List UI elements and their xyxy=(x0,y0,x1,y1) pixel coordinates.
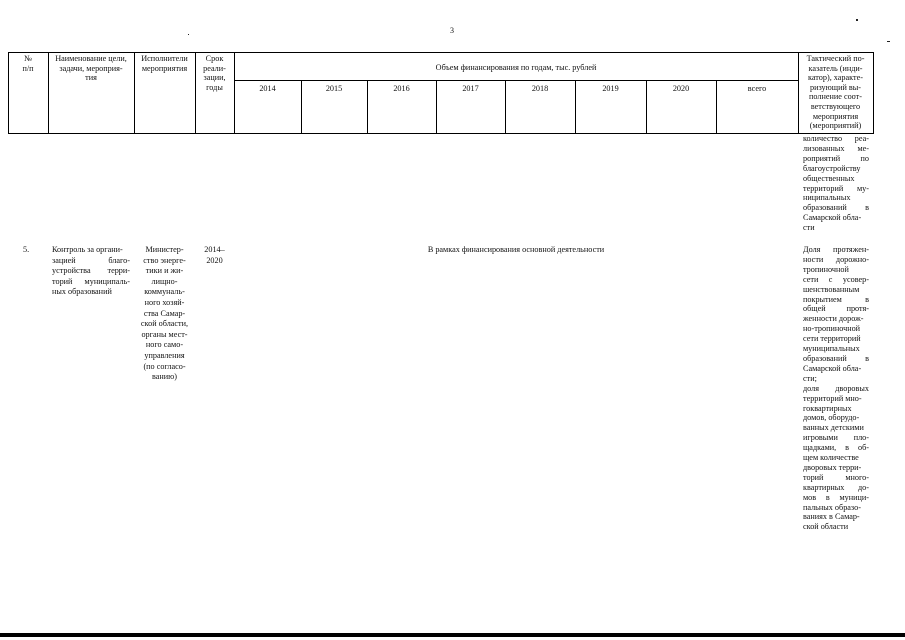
header-name: Наименование цели, задачи, мероприя- тия xyxy=(55,54,127,83)
header-indicator: Тактический по- казатель (инди- катор), характе- ризующий вы- полнение соот- ветствующего мероприятия (мероприятий) xyxy=(806,54,865,131)
year-2017: 2017 xyxy=(462,84,479,93)
year-2014: 2014 xyxy=(259,84,276,93)
year-2016: 2016 xyxy=(393,84,410,93)
header-financing: Объем финансирования по годам, тыс. рублей xyxy=(435,63,597,72)
row-executor: Министер- ство энерге- тики и жи- лищно- коммуналь- ного хозяй- ства Самар- ской области, органы мест- ного само- управления (по согласо- ванию) xyxy=(140,245,189,382)
header-term: Срок реали- зации, годы xyxy=(203,54,226,92)
year-2015: 2015 xyxy=(325,84,343,93)
scan-speck xyxy=(188,34,189,35)
page-number: 3 xyxy=(450,26,454,35)
scan-speck xyxy=(856,19,858,21)
year-2020: 2020 xyxy=(672,84,690,93)
scan-bottom-border xyxy=(0,633,905,637)
row-name: Контроль за органи- зацией благо- устройства терри- торий муниципаль- ных образований xyxy=(52,245,130,297)
row-indicator: Доля протяжен- ности дорожно- тропиночной сети с усовер- шенствованным покрытием в общей протя- женности дорож- но-тропиночной сети территорий муниципальных образований в Самарской обла- сти; доля дворовых территорий мно- гоквартирных домов, оборудо- ванных детскими игровыми пло- щадками, в об- щем количестве дворовых терри- торий много- квартирных до- мов в муници- пальных образо- ваниях в Самар- ской области xyxy=(803,245,869,532)
year-2018: 2018 xyxy=(531,84,549,93)
header-num: № п/п xyxy=(22,54,34,73)
row-financing: В рамках финансирования основной деятельности xyxy=(427,245,605,254)
indicator-continuation: количество реа- лизованных ме- роприятий по благоустройству общественных территорий му- ниципальных образований в Самарской обла- сти xyxy=(803,134,869,233)
scan-speck xyxy=(887,41,890,42)
year-total: всего xyxy=(747,84,767,93)
year-2019: 2019 xyxy=(602,84,619,93)
row-term: 2014– 2020 xyxy=(204,245,225,265)
row-number: 5. xyxy=(23,245,30,254)
header-executors: Исполнители мероприятия xyxy=(141,54,188,73)
